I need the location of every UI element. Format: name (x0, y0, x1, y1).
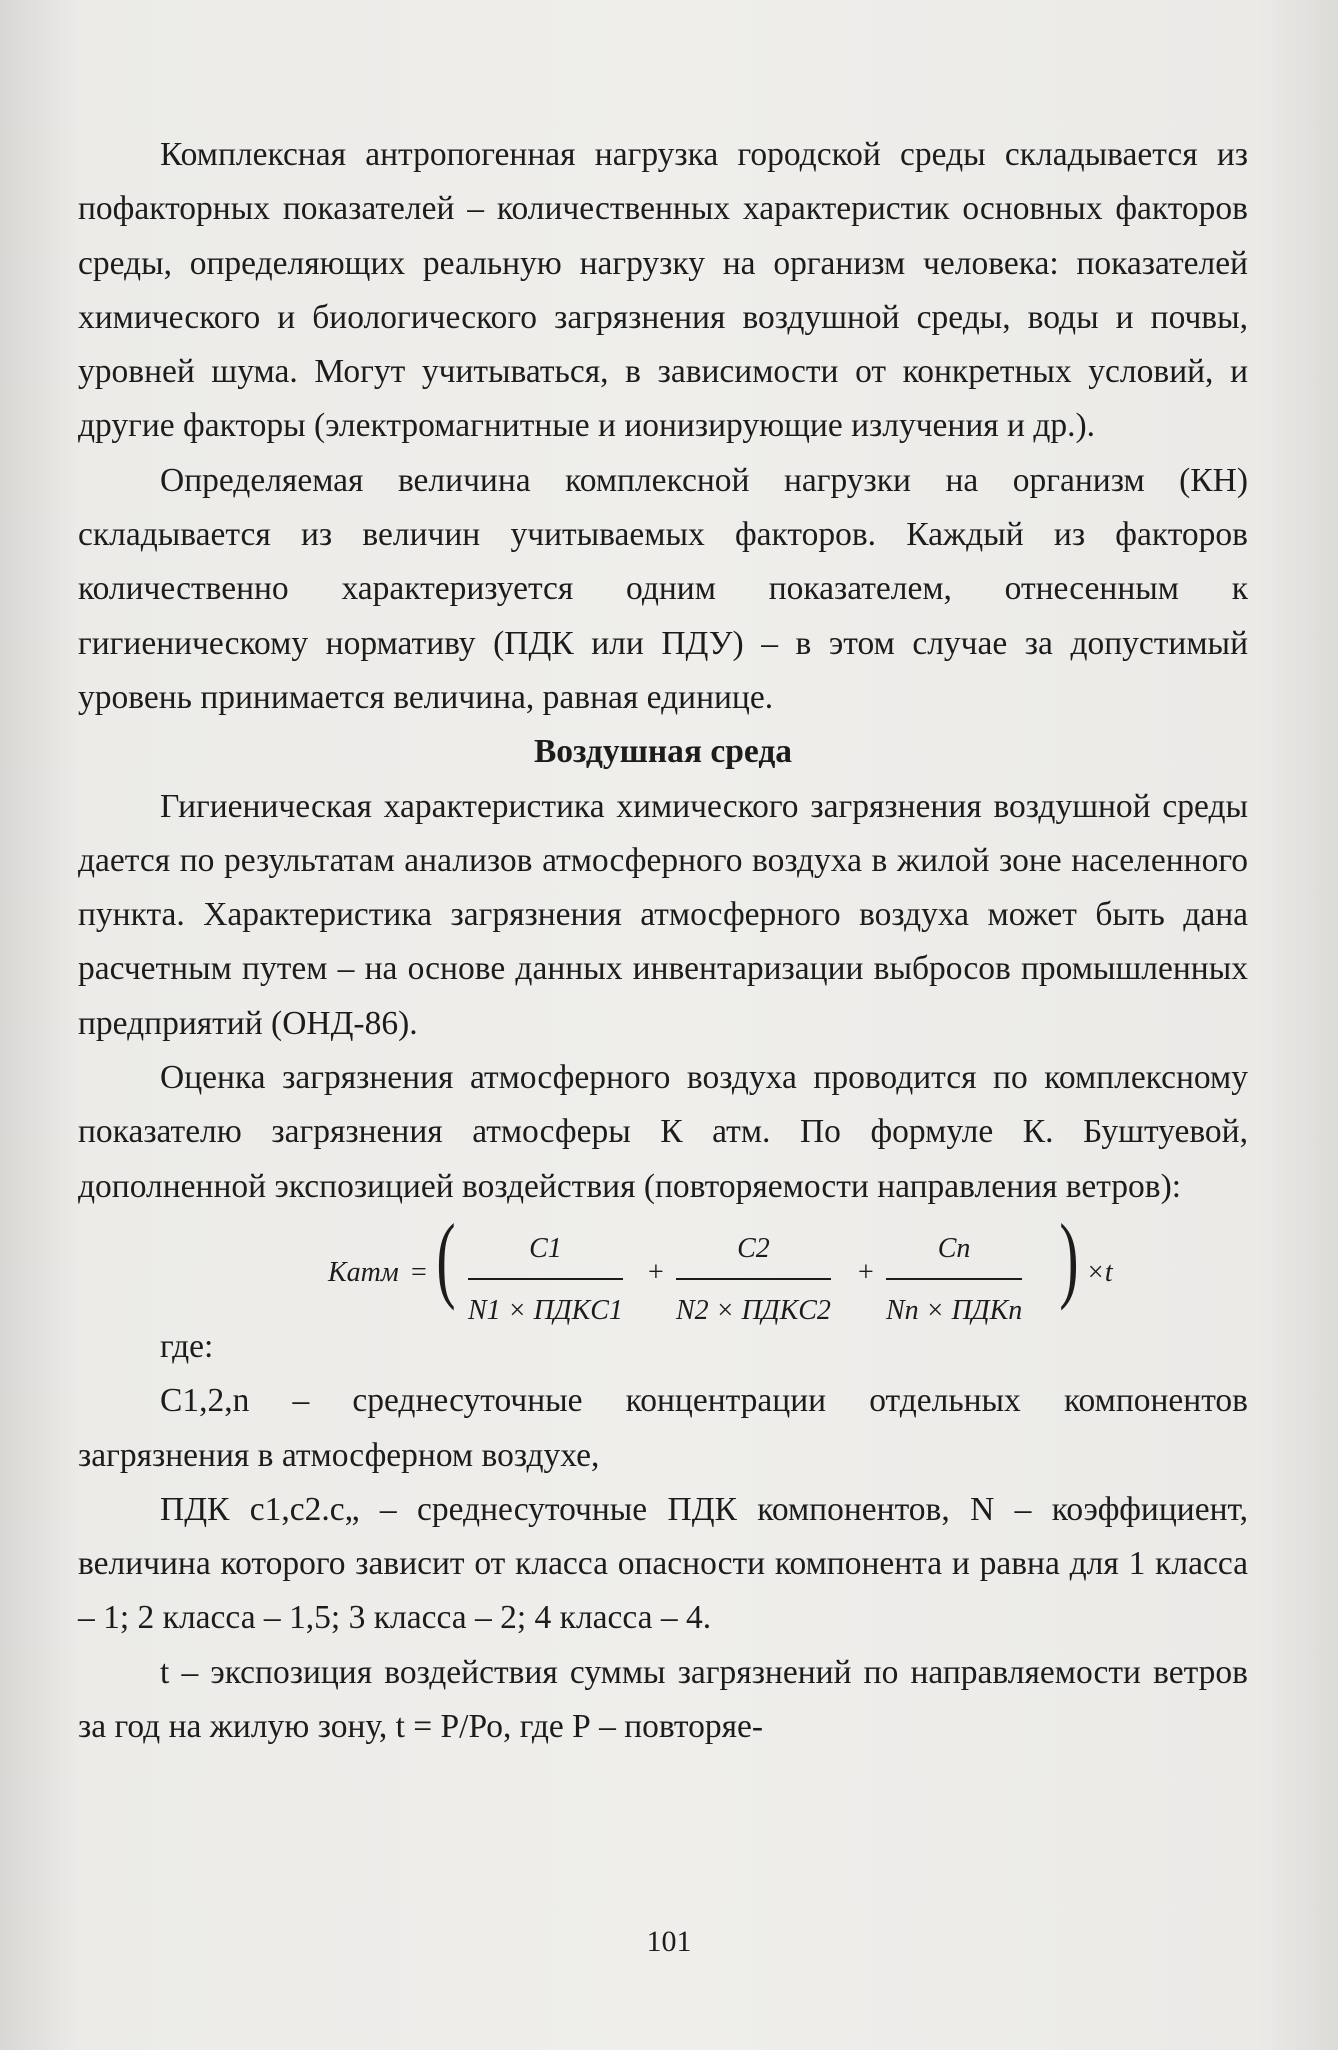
formula-katm (78, 1203, 1248, 1327)
formula-term-1 (468, 1222, 623, 1339)
formula-plus-2: + (858, 1256, 874, 1288)
paragraph-2: Определяемая величина комплексной нагрузки на организм (КН) складывается из величин учитываемых факторов. Каждый из факторов количественно характеризуется одним показателем, отнесенным к гигиеническому нормативу (ПДК или ПДУ) – в этом случае за допустимый уровень принимается величина, равная единице. (78, 461, 1248, 716)
formula-term-1-numerator: C1 (468, 1222, 623, 1280)
formula-term-2-numerator: C2 (676, 1222, 831, 1280)
paragraph-1: Комплексная антропогенная нагрузка городской среды складывается из пофакторных показателей – количественных характеристик основных факторов среды, определяющих реальную нагрузку на организм человека: показателей химического и биологического загрязнения воздушной среды, воды и почвы, уровней шума. Могут учитываться, в зависимости от конкретных условий, и другие факторы (электромагнитные и ионизирующие излучения и др.). (78, 136, 1248, 445)
paragraph-3: Гигиеническая характеристика химического загрязнения воздушной среды дается по результатам анализов атмосферного воздуха в жилой зоне населенного пункта. Характеристика загрязнения атмосферного воздуха может быть дана расчетным путем – на основе данных инвентаризации выбросов промышленных предприятий (ОНД-86). (78, 787, 1248, 1042)
formula-right-paren: ) (1059, 1203, 1079, 1311)
definition-t: t – экспозиция воздействия суммы загрязнений по направляемости ветров за год на жилую зону, t = Р/Ро, где Р – повторяе- (78, 1653, 1248, 1746)
formula-equals: = (411, 1256, 427, 1288)
formula-left-paren: ( (436, 1203, 456, 1311)
body-text (78, 128, 1248, 1754)
paragraph-4: Оценка загрязнения атмосферного воздуха проводится по комплексному показателю загрязнения атмосферы К атм. По формуле К. Буштуевой, дополненной экспозицией воздействия (повторяемости направления ветров): (78, 1059, 1248, 1205)
formula-times-t: ×t (1086, 1256, 1113, 1288)
formula-term-2 (676, 1222, 831, 1339)
formula-lhs: Kатм (328, 1256, 399, 1288)
formula-plus-1: + (648, 1256, 664, 1288)
page-number: 101 (646, 1925, 692, 1958)
where-label: где: (160, 1327, 214, 1365)
formula-term-1-denominator: N1 × ПДКC1 (468, 1295, 623, 1327)
definition-pdk: ПДК с1,с2.с„ – среднесуточные ПДК компонентов, N – коэффициент, величина которого зависит от класса опасности компонента и равна для 1 класса – 1; 2 класса – 1,5; 3 класса – 2; 4 класса – 4. (78, 1490, 1248, 1637)
formula-term-n-numerator: Cn (886, 1222, 1022, 1280)
formula-term-n-denominator: Nn × ПДКn (886, 1295, 1023, 1327)
formula-term-n (886, 1222, 1022, 1339)
formula-term-2-denominator: N2 × ПДКC2 (676, 1295, 831, 1327)
section-heading: Воздушная среда (533, 733, 793, 771)
definition-c: С1,2,n – среднесуточные концентрации отдельных компонентов загрязнения в атмосферном воздухе, (78, 1382, 1248, 1474)
